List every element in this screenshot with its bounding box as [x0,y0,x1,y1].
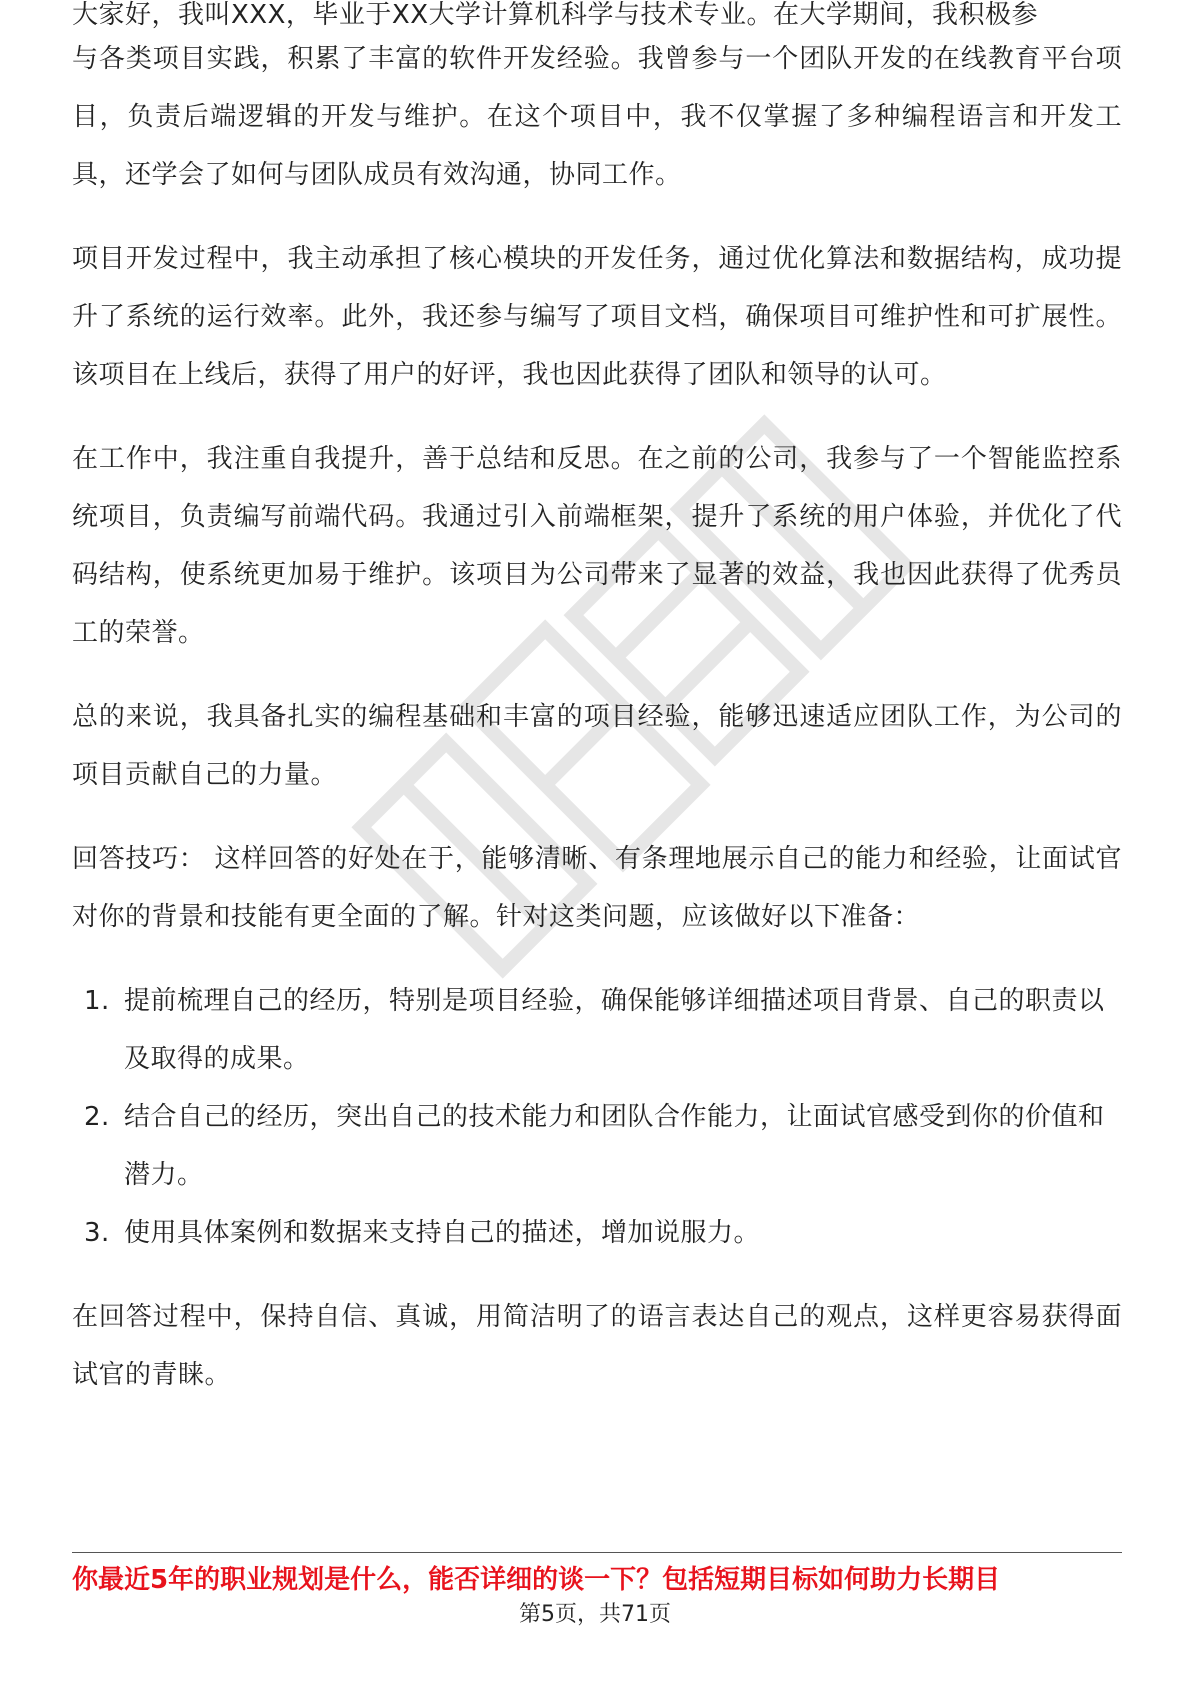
document-body [72,30,1122,1430]
paragraph-2: 项目开发过程中，我主动承担了核心模块的开发任务，通过优化算法和数据结构，成功提升了系统的运行效率。此外，我还参与编写了项目文档，确保项目可维护性和可扩展性。该项目在上线后，获得了用户的好评，我也因此获得了团队和领导的认可。 [72,244,1122,390]
paragraph-3: 在工作中，我注重自我提升，善于总结和反思。在之前的公司，我参与了一个智能监控系统项目，负责编写前端代码。我通过引入前端框架，提升了系统的用户体验，并优化了代码结构，使系统更加易于维护。该项目为公司带来了显著的效益，我也因此获得了优秀员工的荣誉。 [72,444,1122,648]
list-item-number: 2. [84,1102,110,1132]
tips-list [72,972,1122,1262]
list-item-text: 使用具体案例和数据来支持自己的描述，增加说服力。 [124,1218,761,1248]
list-item-text: 提前梳理自己的经历，特别是项目经验，确保能够详细描述项目背景、自己的职责以及取得的成果。 [124,986,1105,1074]
list-item-text: 结合自己的经历，突出自己的技术能力和团队合作能力，让面试官感受到你的价值和潜力。 [124,1102,1105,1190]
list-item-number: 3. [84,1218,110,1248]
list-item [72,1088,1122,1204]
closing-paragraph: 在回答过程中，保持自信、真诚，用简洁明了的语言表达自己的观点，这样更容易获得面试官的青睐。 [72,1302,1122,1390]
section-divider [72,1552,1122,1553]
list-item [72,1204,1122,1262]
list-item-number: 1. [84,986,110,1016]
paragraph-4: 总的来说，我具备扎实的编程基础和丰富的项目经验，能够迅速适应团队工作，为公司的项目贡献自己的力量。 [72,702,1122,790]
paragraph-1: 与各类项目实践，积累了丰富的软件开发经验。我曾参与一个团队开发的在线教育平台项目，负责后端逻辑的开发与维护。在这个项目中，我不仅掌握了多种编程语言和开发工具，还学会了如何与团队成员有效沟通，协同工作。 [72,44,1122,190]
list-item [72,972,1122,1088]
answer-tips-intro: 回答技巧： 这样回答的好处在于，能够清晰、有条理地展示自己的能力和经验，让面试官对你的背景和技能有更全面的了解。针对这类问题，应该做好以下准备： [72,844,1122,932]
cutoff-text: 大家好，我叫XXX，毕业于XX大学计算机科学与技术专业。在大学期间，我积极参 [72,0,1039,30]
page-number: 第5页，共71页 [519,1602,671,1627]
next-question-heading: 你最近5年的职业规划是什么，能否详细的谈一下？包括短期目标如何助力长期目 [72,1565,1001,1595]
